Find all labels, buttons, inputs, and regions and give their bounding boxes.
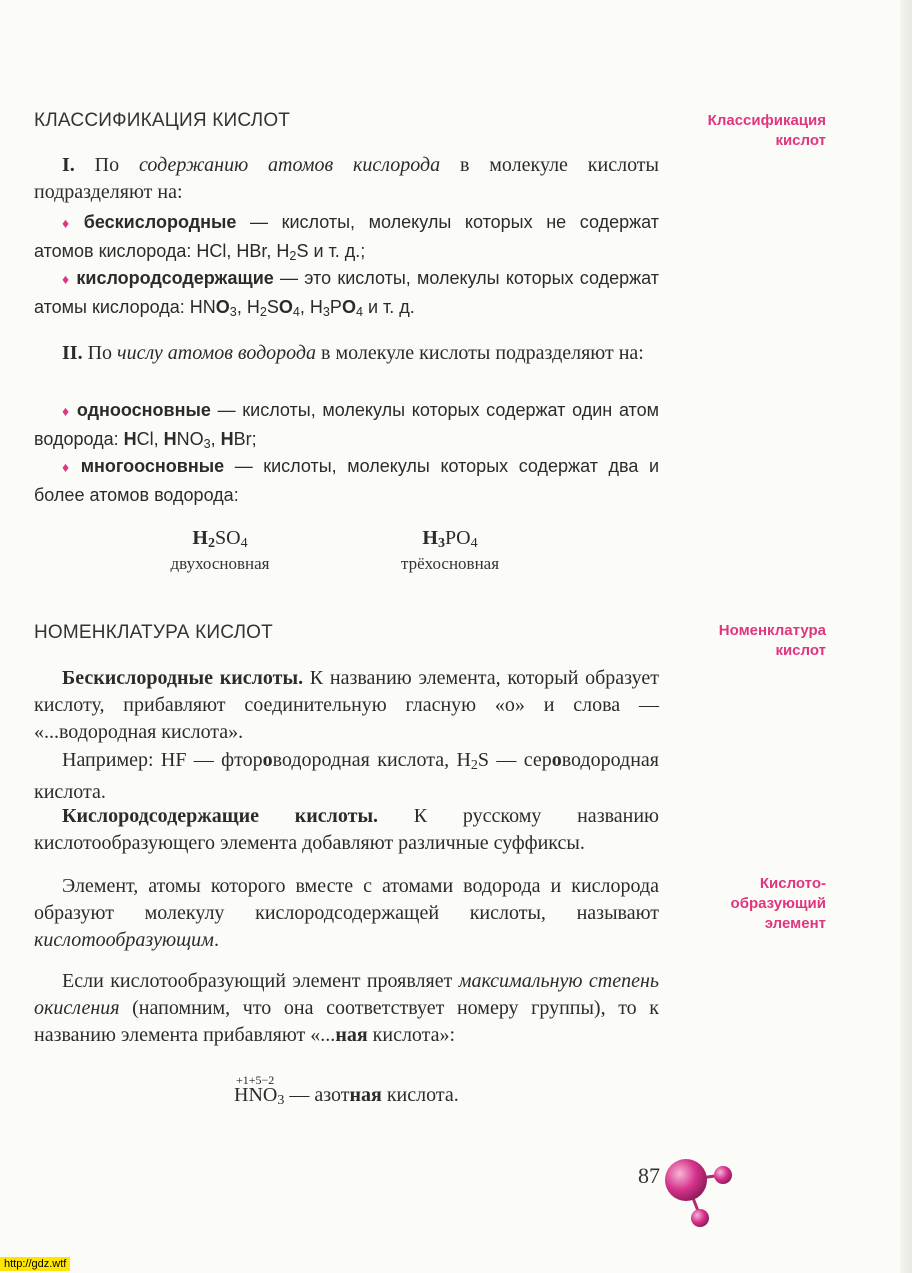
formula-h2so4: $H_2SO_4$ двухосновная (150, 527, 290, 574)
paragraph-hydrogen-count (34, 340, 659, 367)
text: К русскому названию кислотообразующего элемента добавляют различные суффиксы. (34, 805, 659, 854)
margin-note-classification (708, 111, 826, 151)
text: По (82, 342, 118, 364)
text: — азот (284, 1084, 350, 1106)
text: S и т. д.; (296, 241, 366, 261)
margin-note-line: образующий (730, 895, 826, 912)
roman-numeral: II. (62, 342, 83, 364)
text: и т. д. (362, 297, 415, 317)
formula-hno3: $HNO_3$ — азотная кислота. (234, 1084, 459, 1108)
bold-term: Бескислородные кислоты. (62, 667, 304, 689)
italic-term: кислотообразующим (34, 929, 214, 951)
formula-caption: трёхосновная (400, 554, 500, 573)
margin-note-line: кислот (775, 132, 826, 149)
bullet-monobasic: ♦ одноосновные — кислоты, молекулы которых содержат один атом водорода: HCl, $HNO_3$, HBr; (34, 400, 659, 451)
text: К названию элемента, который образует кислоту, прибавляют соединительную гласную «о» и слова — «...водородная кислота». (34, 667, 660, 743)
bold-suffix: ная (335, 1024, 368, 1046)
margin-note-acid-forming (731, 874, 826, 934)
bold-term: многоосновные (80, 456, 225, 476)
bullet-anoxic-acids: ♦ бескислородные — кислоты, молекулы которых не содержат атомов кислорода: HCl, HBr, $H_2S$ и т. д.; (34, 212, 659, 263)
text: в молекуле кислоты подразделяют на: (34, 154, 659, 203)
text: водородная кислота, H (272, 749, 471, 771)
bold-term: кислородсодержащие (76, 268, 274, 288)
diamond-bullet-icon: ♦ (62, 215, 78, 231)
text: (напомним, что она соответствует номеру группы), то к названию элемента прибавляют «... (34, 997, 659, 1046)
margin-note-nomenclature (719, 621, 826, 661)
roman-numeral: I. (62, 154, 75, 176)
formula-caption: двухосновная (170, 554, 270, 573)
diamond-bullet-icon: ♦ (62, 403, 71, 419)
text: S — сер (477, 749, 552, 771)
margin-note-line: Номенклатура (718, 622, 826, 639)
formula-h3po4: $H_3PO_4$ трёхосновная (380, 527, 520, 574)
italic-term: содержанию атомов кислорода (138, 154, 441, 176)
text: кислота»: (367, 1024, 456, 1046)
text: кислота. (381, 1084, 459, 1106)
bold-term: Кислородсодержащие кислоты. (62, 805, 379, 827)
molecule-decoration-icon (660, 1150, 750, 1235)
text: — это кислоты, молекулы которых содержат атомы кислорода: HN (34, 268, 659, 317)
paragraph-acid-forming-element: Элемент, атомы которого вместе с атомами водорода и кислорода образуют молекулу кислородсодержащей кислоты, называют кислотообразующим. (34, 875, 659, 951)
italic-term: максимальную степень окисления (34, 970, 659, 1019)
oxidation-states: +1+5−2 (236, 1073, 275, 1087)
bold-term: одноосновные (76, 400, 211, 420)
text: Если кислотообразующий элемент проявляет (62, 970, 459, 992)
bullet-oxygen-acids: ♦ кислородсодержащие — это кислоты, молекулы которых содержат атомы кислорода: $HNO_3$, $H_2SO_4$, $H_3PO_4$ и т. д. (34, 268, 659, 319)
paragraph-max-oxidation (34, 968, 659, 1049)
bold-suffix: ная (349, 1084, 382, 1106)
diamond-bullet-icon: ♦ (62, 459, 75, 475)
margin-note-line: Классификация (707, 112, 826, 129)
watermark-link[interactable]: http://gdz.wtf (0, 1257, 70, 1271)
paragraph-anoxic-naming (34, 665, 659, 746)
text: — кислоты, молекулы которых содержат один атом водорода: (34, 400, 659, 449)
paragraph-oxygen-content (34, 152, 659, 206)
margin-note-line: элемент (764, 915, 826, 932)
text: в молекуле кислоты подразделяют на: (316, 342, 644, 364)
text: — кислоты, молекулы которых не содержат атомов кислорода: HCl, HBr, H (34, 212, 659, 261)
italic-term: числу атомов водорода (117, 342, 317, 364)
section-heading-classification: КЛАССИФИКАЦИЯ КИСЛОТ (34, 110, 291, 131)
diamond-bullet-icon: ♦ (62, 271, 71, 287)
text: — кислоты, молекулы которых содержат два и более атомов водорода: (34, 456, 659, 505)
page-edge (900, 0, 912, 1273)
bold-term: бескислородные (83, 212, 237, 232)
paragraph-example: Например: HF — фтороводородная кислота, $H_2S$ — сероводородная кислота. (34, 749, 659, 803)
margin-note-line: кислот (775, 642, 826, 659)
bullet-polybasic (34, 452, 659, 509)
paragraph-oxygen-naming (34, 803, 659, 857)
text: Например: HF — фтор (62, 749, 263, 771)
text: водородная кислота. (34, 749, 659, 803)
section-heading-nomenclature: НОМЕНКЛАТУРА КИСЛОТ (34, 622, 273, 643)
text: Элемент, атомы которого вместе с атомами водорода и кислорода образуют молекулу кислородсодержащей кислоты, называют (34, 875, 659, 924)
margin-note-line: Кислото- (759, 875, 826, 892)
text: По (74, 154, 139, 176)
page-number: 87 (638, 1163, 660, 1188)
